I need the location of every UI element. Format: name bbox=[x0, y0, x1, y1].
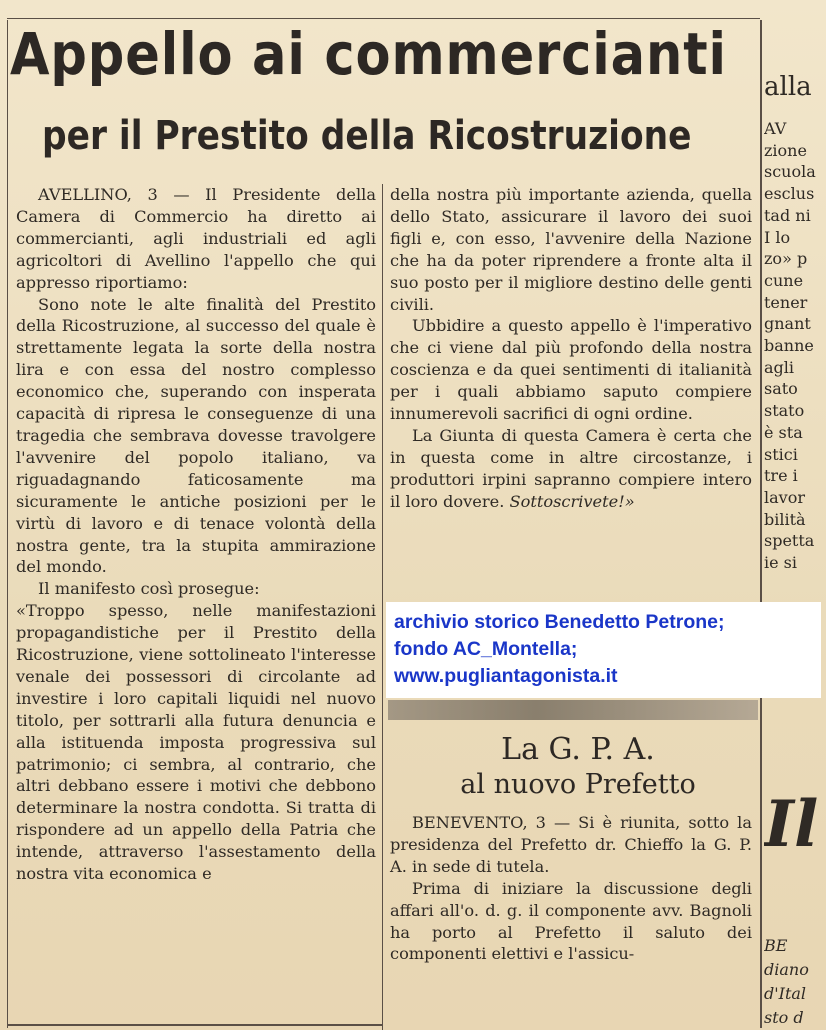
fragment-line: BE bbox=[764, 936, 788, 955]
bottom-rule bbox=[7, 1024, 382, 1026]
article-paragraph: «Troppo spesso, nelle manifestazioni propagandistiche per il Prestito della Ricostruzione, viene sottolineato l'interesse venale dei possessori di circolante ad investire i loro capitali liquidi nel nuovo titolo, per sottrarli alla futura denuncia e alla istituenda imposta progressiva sul patrimonio; ci sembra, al contrario, che altri debbano essere i motivi che debbono determinare la nostra condotta. Si tratta di rispondere ad un appello della Patria che intende, attraverso l'assestamento della nostra vita economica e bbox=[16, 601, 376, 884]
article-paragraph: Ubbidire a questo appello è l'imperativo che ci viene dal più profondo della nostra coscienza e da quei sentimenti di italianità per i quali abbiamo saputo compiere innumerevoli sacrifici di ogni ordine. bbox=[390, 316, 752, 424]
column-divider-right bbox=[760, 20, 762, 1028]
fragment-line: lavor bbox=[764, 487, 805, 507]
second-article-title bbox=[398, 732, 758, 802]
second-article-body bbox=[390, 812, 752, 965]
watermark-url: www.pugliantagonista.it bbox=[394, 665, 618, 687]
fragment-line: banne bbox=[764, 336, 814, 356]
fragment-line: diano bbox=[764, 960, 809, 979]
top-rule bbox=[7, 18, 760, 19]
fragment-line: agli bbox=[764, 357, 795, 377]
fragment-line: sto d bbox=[764, 1008, 804, 1027]
fragment-line: sato bbox=[764, 379, 798, 399]
fragment-line: zione bbox=[764, 140, 807, 160]
fragment-line: stato bbox=[764, 401, 805, 421]
fragment-line: cune bbox=[764, 270, 804, 290]
article-text: La Giunta di questa Camera è certa che in questa come in altre circostanze, i produttori irpini sapranno compiere intero il loro dovere. bbox=[390, 425, 752, 511]
archive-watermark bbox=[386, 602, 821, 698]
article-paragraph bbox=[390, 425, 752, 513]
right-column-big-fragment: Il bbox=[764, 790, 819, 860]
article-paragraph: Il manifesto così prosegue: bbox=[38, 579, 260, 599]
fragment-line: tener bbox=[764, 292, 808, 312]
subheadline: per il Prestito della Ricostruzione bbox=[42, 113, 692, 159]
article-paragraph: Prima di iniziare la discussione degli affari all'o. d. g. il componente avv. Bagnoli ha porto al Prefetto il saluto dei componenti elettivi e l'assicu- bbox=[390, 878, 752, 964]
right-column-fragment bbox=[764, 118, 826, 574]
fragment-line: spetta bbox=[764, 531, 815, 551]
fragment-line: stici bbox=[764, 444, 798, 464]
second-article-title-line-1: La G. P. A. bbox=[501, 732, 655, 767]
article-paragraph: AVELLINO, 3 — Il Presidente della Camera di Commercio ha diretto ai commercianti, agli industriali ed agli agricoltori di Avellino l'appello che qui appresso riportiamo: bbox=[16, 185, 376, 292]
column-divider-left bbox=[7, 20, 8, 1028]
fragment-line: AV bbox=[764, 119, 787, 138]
fragment-line: d'Ital bbox=[764, 984, 807, 1003]
printed-banner-fragment bbox=[388, 700, 758, 720]
closing-exhortation: Sottoscrivete!» bbox=[509, 491, 635, 511]
article-column-1 bbox=[16, 184, 376, 885]
column-divider-middle bbox=[382, 184, 383, 1030]
fragment-line: tre i bbox=[764, 466, 798, 486]
fragment-line: gnant bbox=[764, 314, 811, 334]
headline: Appello ai commercianti bbox=[10, 20, 727, 88]
fragment-line: è sta bbox=[764, 422, 803, 442]
article-paragraph: BENEVENTO, 3 — Si è riunita, sotto la presidenza del Prefetto dr. Chieffo la G. P. A. in sede di tutela. bbox=[390, 813, 752, 876]
fragment-line: scuola bbox=[764, 162, 816, 182]
right-column-lower-fragment bbox=[764, 934, 826, 1030]
article-paragraph: della nostra più importante azienda, quella dello Stato, assicurare il lavoro dei suoi figli e, con esso, l'avvenire della Nazione che ha da poter riprendere a fronte alta il suo posto per il migliore destino delle genti civili. bbox=[390, 185, 752, 314]
second-article-title-line-2: al nuovo Prefetto bbox=[460, 769, 696, 800]
article-column-2 bbox=[390, 184, 752, 513]
watermark-line-2: fondo AC_Montella; bbox=[394, 638, 578, 660]
fragment-line: tad ni bbox=[764, 205, 811, 225]
watermark-line-1: archivio storico Benedetto Petrone; bbox=[394, 611, 725, 633]
right-column-header: alla bbox=[764, 72, 812, 102]
fragment-line: bilità bbox=[764, 509, 806, 529]
fragment-line: ie si bbox=[764, 553, 797, 573]
article-paragraph: Sono note le alte finalità del Prestito della Ricostruzione, al successo del quale è strettamente legata la sorte della nostra lira e con essa del nostro complesso economico che, superando con insperata capacità di ripresa le conseguenze di una tragedia che sembrava dovesse travolgere l'avvenire del popolo italiano, va riguadagnando faticosamente ma sicuramente le antiche posizioni per le virtù di lavoro e di tenace volontà della nostra gente, tra la stupita ammirazione del mondo. bbox=[16, 294, 376, 577]
fragment-line: zo» p bbox=[764, 249, 808, 269]
fragment-line: esclus bbox=[764, 184, 815, 204]
fragment-line: I lo bbox=[764, 227, 791, 247]
